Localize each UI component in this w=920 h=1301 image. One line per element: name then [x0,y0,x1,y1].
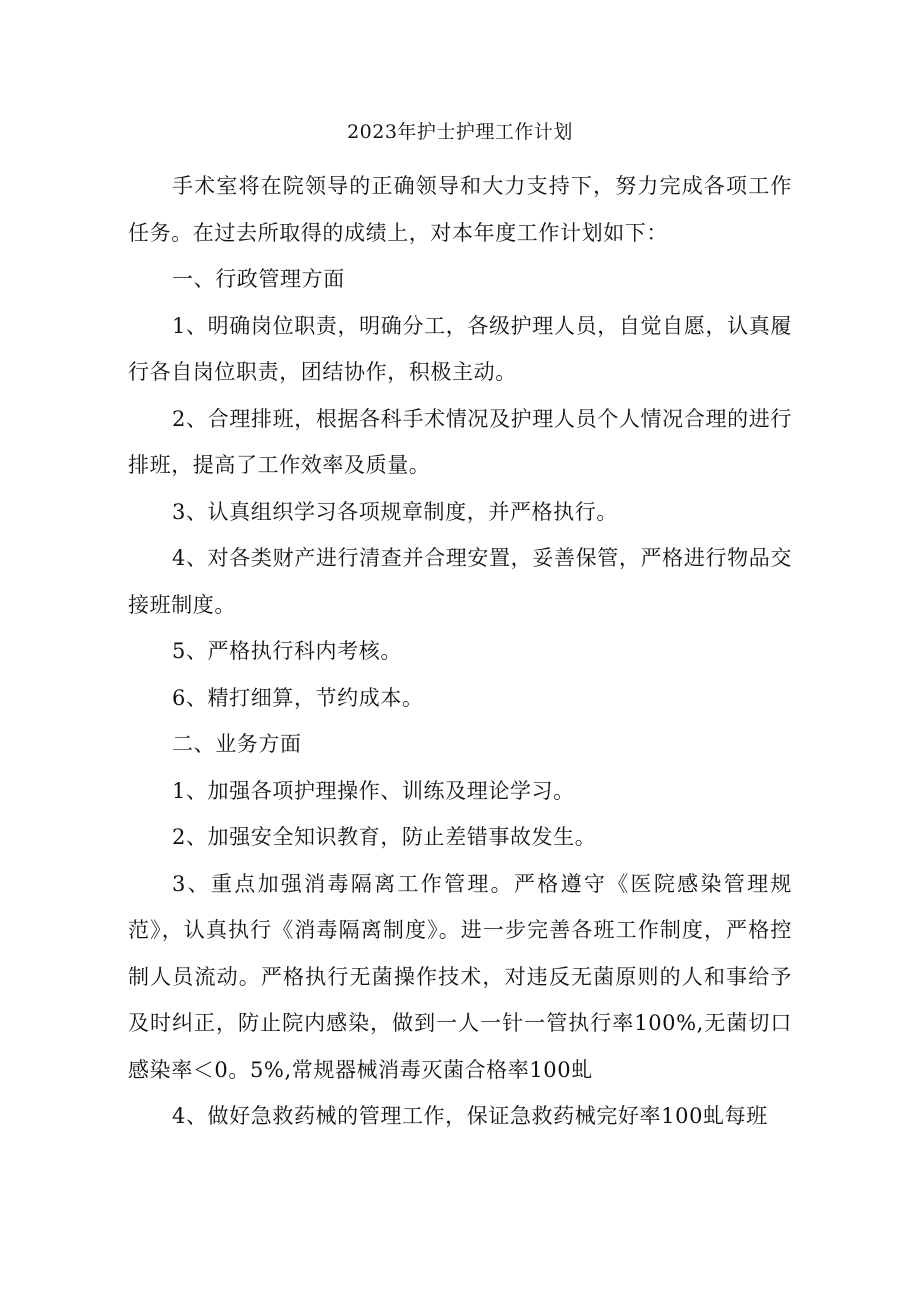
business-item-1: 1、加强各项护理操作、训练及理论学习。 [172,778,575,803]
business-item-2: 2、加强安全知识教育，防止差错事故发生。 [172,825,597,849]
business-item-4: 4、做好急救药械的管理工作，保证急救药械完好率100虬每班 [172,1104,768,1128]
admin-item-5: 5、严格执行科内考核。 [172,639,402,663]
admin-item-6: 6、精打细算，节约成本。 [172,685,424,710]
document-title: 2023年护士护理工作计划 [347,121,573,143]
section-heading-admin: 一、行政管理方面 [172,267,345,291]
admin-item-2: 2、合理排班，根据各科手术情况及护理人员个人情况合理的进行排班，提高了工作效率及质量。 [128,406,792,477]
admin-item-1: 1、明确岗位职责，明确分工，各级护理人员，自觉自愿，认真履行各自岗位职责，团结协作，积极主动。 [128,313,792,384]
document-body [128,163,792,1140]
intro-paragraph: 手术室将在院领导的正确领导和大力支持下，努力完成各项工作任务。在过去所取得的成绩上，对本年度工作计划如下： [128,174,792,245]
admin-item-3: 3、认真组织学习各项规章制度，并严格执行。 [172,499,618,524]
business-item-3: 3、重点加强消毒隔离工作管理。严格遵守《医院感染管理规范》，认真执行《消毒隔离制度》。进一步完善各班工作制度，严格控制人员流动。严格执行无菌操作技术，对违反无菌原则的人和事给予及时纠正，防止院内感染，做到一人一针一管执行率100%,无菌切口感染率＜0。5%,常规器械消毒灭菌合格率100虬 [128,871,792,1082]
section-heading-business: 二、业务方面 [172,732,302,756]
admin-item-4: 4、对各类财产进行清查并合理安置，妥善保管，严格进行物品交接班制度。 [128,546,792,617]
